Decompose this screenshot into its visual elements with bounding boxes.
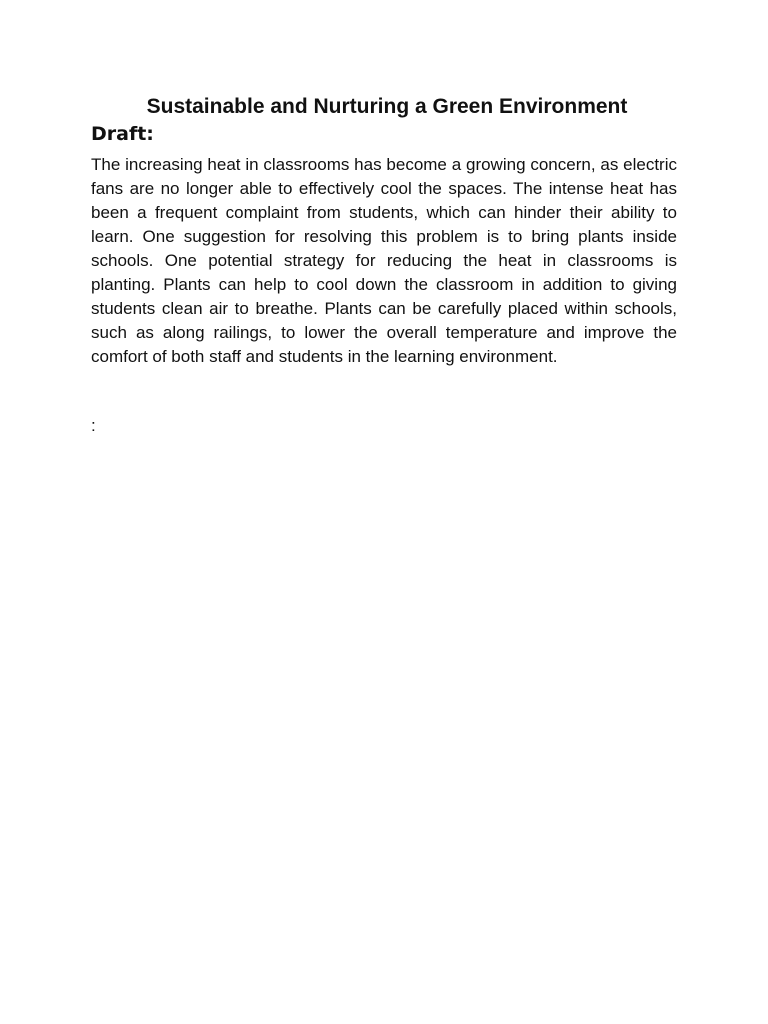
draft-paragraph: The increasing heat in classrooms has become a growing concern, as electric fans are no longer able to effectively cool the spaces. The intense heat has been a frequent complaint from students, which can hinder their ability to learn. One suggestion for resolving this problem is to bring plants inside schools. One potential strategy for reducing the heat in classrooms is planting. Plants can help to cool down the classroom in addition to giving students clean air to breathe. Plants can be carefully placed within schools, such as along railings, to lower the overall temperature and improve the comfort of both staff and students in the learning environment. <box>91 155 677 366</box>
trailing-colon: : <box>91 416 96 435</box>
draft-heading: Draft: <box>91 123 154 145</box>
document-content <box>91 93 677 438</box>
document-title: Sustainable and Nurturing a Green Environment <box>146 95 628 118</box>
